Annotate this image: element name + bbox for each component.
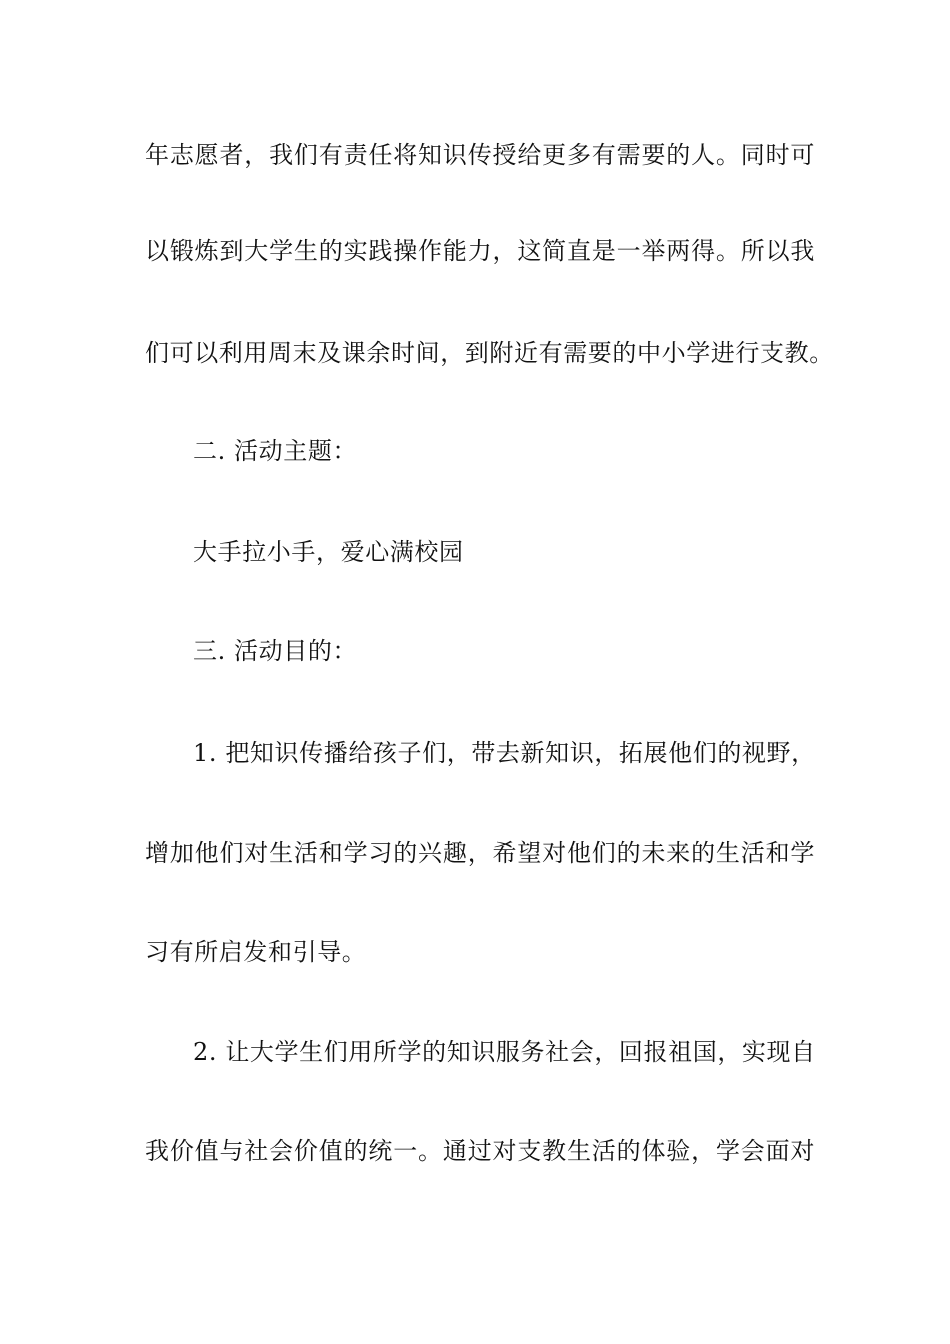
section-heading: 三. 活动目的： [193, 637, 358, 665]
body-text-line: 年志愿者，我们有责任将知识传授给更多有需要的人。同时可 [145, 141, 815, 169]
body-text-line: 们可以利用周末及课余时间，到附近有需要的中小学进行支教。 [145, 339, 834, 367]
body-text-line: 增加他们对生活和学习的兴趣，希望对他们的未来的生活和学 [145, 839, 815, 867]
list-item-text: 1. 把知识传播给孩子们，带去新知识，拓展他们的视野， [193, 739, 816, 767]
activity-theme-text: 大手拉小手，爱心满校园 [193, 538, 464, 566]
body-text-line: 以锻炼到大学生的实践操作能力，这简直是一举两得。所以我 [145, 237, 815, 265]
section-heading: 二. 活动主题： [193, 437, 358, 465]
body-text-line: 我价值与社会价值的统一。通过对支教生活的体验，学会面对 [145, 1137, 815, 1165]
body-text-line: 习有所启发和引导。 [145, 938, 367, 966]
list-item-text: 2. 让大学生们用所学的知识服务社会，回报祖国，实现自 [193, 1038, 816, 1066]
